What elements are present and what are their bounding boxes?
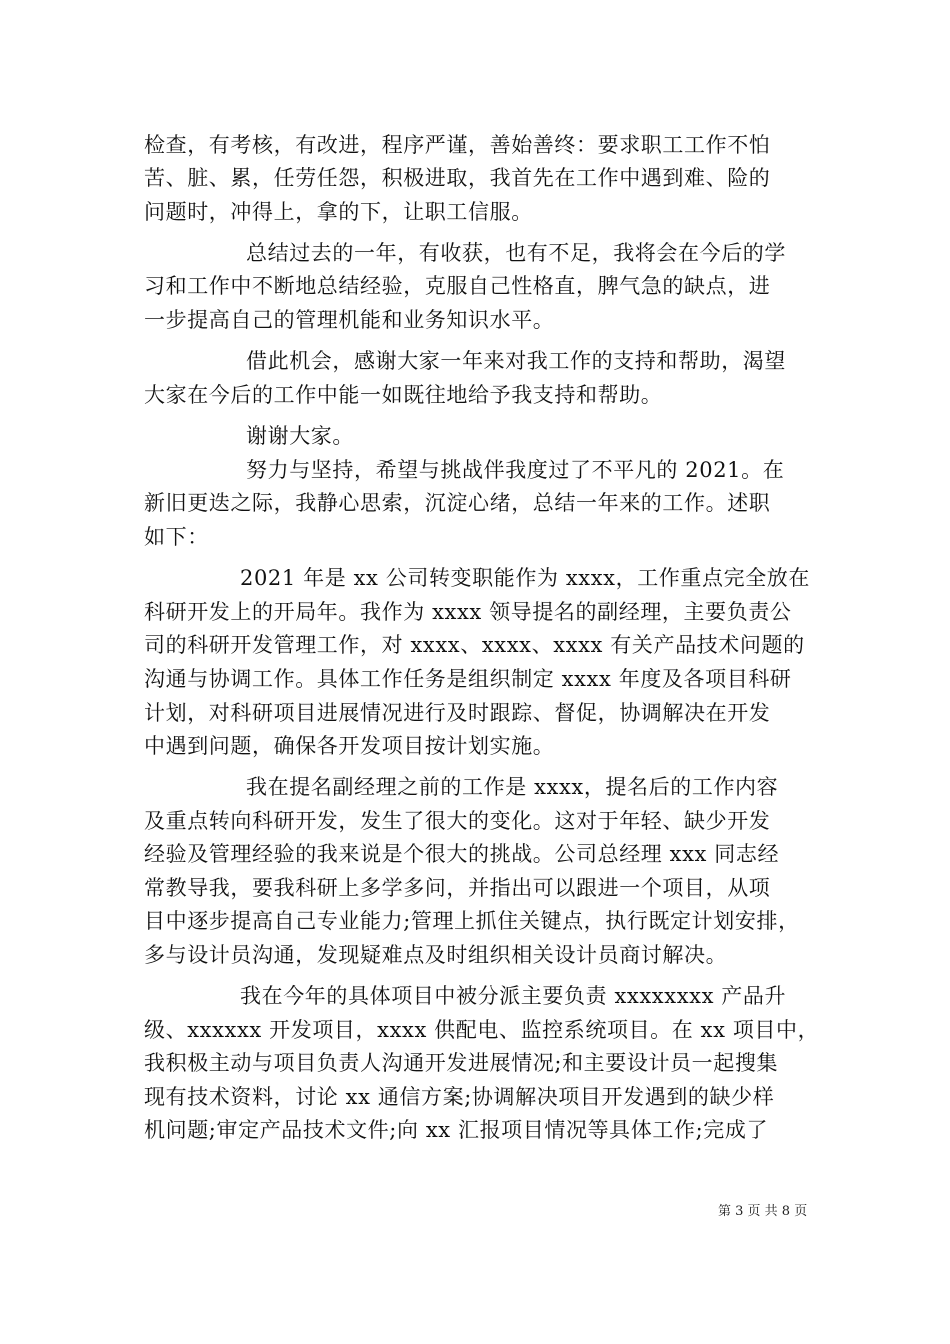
body-line: 及重点转向科研开发，发生了很大的变化。这对于年轻、缺少开发 bbox=[144, 809, 771, 833]
body-line: 机问题;审定产品技术文件;向 xx 汇报项目情况等具体工作;完成了 bbox=[144, 1118, 769, 1142]
body-line: 如下： bbox=[144, 525, 209, 549]
body-line: 经验及管理经验的我来说是个很大的挑战。公司总经理 xxx 同志经 bbox=[144, 842, 780, 866]
body-line: 多与设计员沟通，发现疑难点及时组织相关设计员商讨解决。 bbox=[144, 943, 728, 967]
body-line: 问题时，冲得上，拿的下，让职工信服。 bbox=[144, 200, 533, 224]
body-line: 习和工作中不断地总结经验，克服自己性格直，脾气急的缺点，进 bbox=[144, 274, 771, 298]
body-line: 努力与坚持，希望与挑战伴我度过了不平凡的 2021。在 bbox=[246, 458, 785, 482]
body-line: 大家在今后的工作中能一如既往地给予我支持和帮助。 bbox=[144, 383, 663, 407]
body-line: 我在今年的具体项目中被分派主要负责 xxxxxxxx 产品升 bbox=[240, 984, 787, 1008]
body-line: 我在提名副经理之前的工作是 xxxx，提名后的工作内容 bbox=[246, 775, 779, 799]
body-line: 借此机会，感谢大家一年来对我工作的支持和帮助，渴望 bbox=[246, 349, 786, 373]
body-line: 沟通与协调工作。具体工作任务是组织制定 xxxx 年度及各项目科研 bbox=[144, 667, 792, 691]
body-line: 我积极主动与项目负责人沟通开发进展情况;和主要设计员一起搜集 bbox=[144, 1051, 779, 1075]
body-line: 现有技术资料，讨论 xx 通信方案;协调解决项目开发遇到的缺少样 bbox=[144, 1085, 775, 1109]
body-line: 中遇到问题，确保各开发项目按计划实施。 bbox=[144, 734, 555, 758]
body-line: 常教导我，要我科研上多学多问，并指出可以跟进一个项目，从项 bbox=[144, 876, 771, 900]
body-line: 目中逐步提高自己专业能力;管理上抓住关键点，执行既定计划安排， bbox=[144, 909, 800, 933]
body-line: 谢谢大家。 bbox=[246, 424, 354, 448]
body-line: 级、xxxxxx 开发项目，xxxx 供配电、监控系统项目。在 xx 项目中， bbox=[144, 1018, 820, 1042]
body-line: 计划，对科研项目进展情况进行及时跟踪、督促，协调解决在开发 bbox=[144, 701, 771, 725]
body-line: 司的科研开发管理工作，对 xxxx、xxxx、xxxx 有关产品技术问题的 bbox=[144, 633, 805, 657]
body-line: 苦、脏、累，任劳任怨，积极进取，我首先在工作中遇到难、险的 bbox=[144, 166, 771, 190]
body-line: 2021 年是 xx 公司转变职能作为 xxxx，工作重点完全放在 bbox=[240, 566, 811, 590]
body-line: 检查，有考核，有改进，程序严谨，善始善终：要求职工工作不怕 bbox=[144, 133, 771, 157]
body-line: 科研开发上的开局年。我作为 xxxx 领导提名的副经理，主要负责公 bbox=[144, 600, 792, 624]
body-line: 新旧更迭之际，我静心思索，沉淀心绪，总结一年来的工作。述职 bbox=[144, 491, 771, 515]
page-number: 第 3 页 共 8 页 bbox=[718, 1204, 808, 1219]
body-line: 总结过去的一年，有收获，也有不足，我将会在今后的学 bbox=[246, 241, 786, 265]
body-line: 一步提高自己的管理机能和业务知识水平。 bbox=[144, 308, 555, 332]
